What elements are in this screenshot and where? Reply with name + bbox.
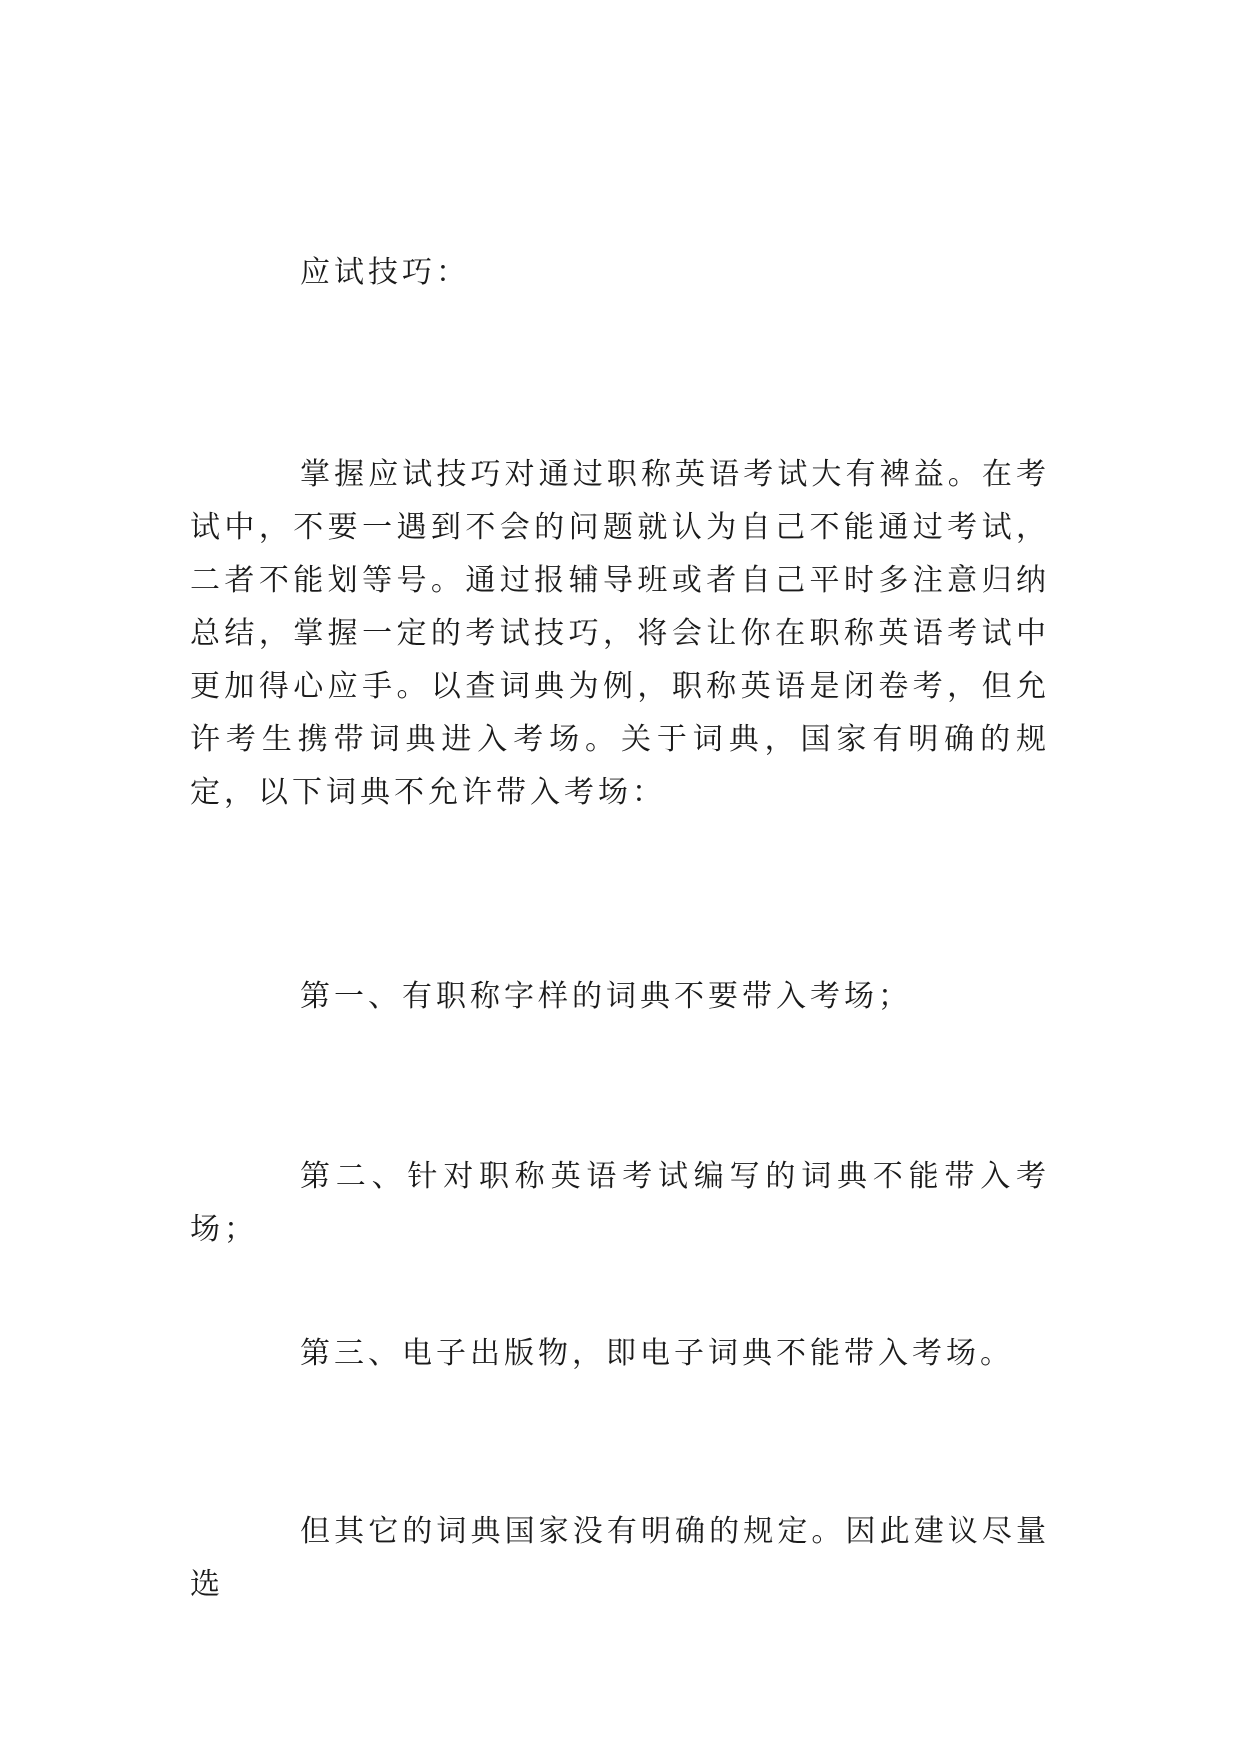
section-heading: 应试技巧： bbox=[300, 255, 470, 290]
rule-item-2: 第二、针对职称英语考试编写的词典不能带入考场； bbox=[190, 1159, 1050, 1247]
rule-item-1: 第一、有职称字样的词典不要带入考场； bbox=[300, 979, 912, 1014]
closing-paragraph: 但其它的词典国家没有明确的规定。因此建议尽量选 bbox=[190, 1514, 1050, 1602]
body-paragraph: 掌握应试技巧对通过职称英语考试大有裨益。在考试中，不要一遇到不会的问题就认为自己不能通过考试，二者不能划等号。通过报辅导班或者自己平时多注意归纳总结，掌握一定的考试技巧，将会让你在职称英语考试中更加得心应手。以查词典为例，职称英语是闭卷考，但允许考生携带词典进入考场。关于词典，国家有明确的规定，以下词典不允许带入考场： bbox=[190, 457, 1050, 810]
rule-item-3: 第三、电子出版物，即电子词典不能带入考场。 bbox=[300, 1336, 1014, 1371]
